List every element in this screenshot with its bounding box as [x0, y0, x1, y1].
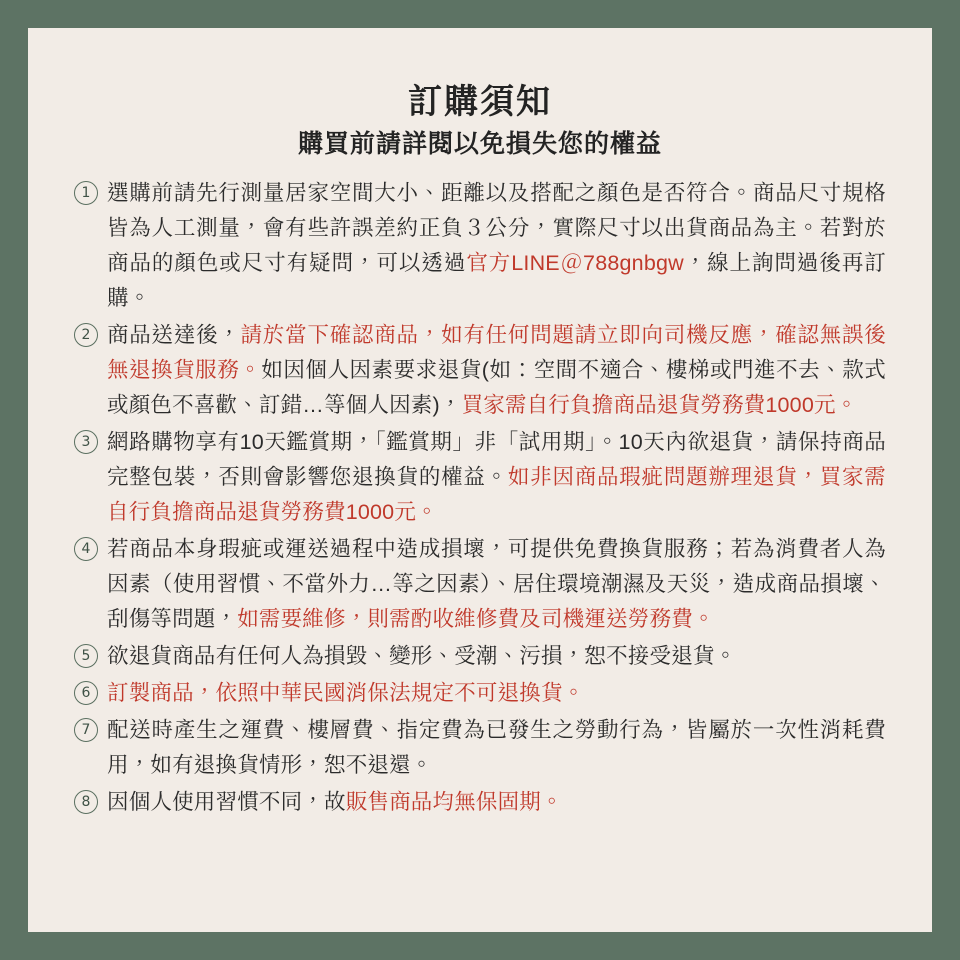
list-item-number: 4	[74, 537, 98, 561]
page-subtitle: 購買前請詳閱以免損失您的權益	[297, 129, 662, 158]
list-item-number: 6	[74, 681, 98, 705]
list-item-number: 2	[74, 323, 98, 347]
list-item-text	[107, 318, 886, 423]
list-item-text	[107, 639, 886, 674]
list-item	[74, 639, 886, 674]
list-item-text	[107, 676, 886, 711]
body-text: 商品送達後，	[107, 323, 241, 348]
body-text: 若商品本身瑕疵或運送過程中造成損壞，可提供免費換貨服務；若為消費者人為因素（使用習慣、不當外力…等之因素）、居住環境潮濕及天災，造成商品損壞、刮傷等問題，	[107, 537, 886, 632]
list-item-number: 8	[74, 790, 98, 814]
list-item-number: 5	[74, 644, 98, 668]
list-item-number: 3	[74, 430, 98, 454]
list-item-text	[107, 176, 886, 316]
highlight-text: 官方LINE＠788gnbgw	[466, 251, 684, 276]
list-item	[74, 425, 886, 530]
highlight-text: 販售商品均無保固期。	[345, 790, 563, 815]
body-text: ，線上詢問過後再訂購。	[107, 251, 887, 311]
list-item	[74, 713, 886, 783]
list-item	[74, 318, 886, 423]
list-item-text	[107, 713, 886, 783]
highlight-text: 如非因商品瑕疵問題辦理退貨，買家需自行負擔商品退貨勞務費1000元。	[107, 465, 886, 525]
list-item-number: 1	[74, 181, 98, 205]
list-item-text	[107, 785, 886, 820]
list-item	[74, 532, 886, 637]
body-text: 配送時產生之運費、樓層費、指定費為已發生之勞動行為，皆屬於一次性消耗費用，如有退換貨情形，恕不退還。	[107, 718, 886, 778]
highlight-text: 買家需自行負擔商品退貨勞務費1000元。	[461, 393, 858, 418]
list-item-text	[107, 425, 886, 530]
list-item	[74, 785, 886, 820]
body-text: 因個人使用習慣不同，故	[107, 790, 346, 815]
list-item-number: 7	[74, 718, 98, 742]
list-item-text	[107, 532, 886, 637]
list-item	[74, 676, 886, 711]
list-item	[74, 176, 886, 316]
highlight-text: 訂製商品，依照中華民國消保法規定不可退換貨。	[107, 681, 585, 706]
notice-list	[74, 176, 886, 820]
notice-card	[28, 28, 932, 932]
body-text: 如因個人因素要求退貨(如：空間不適合、樓梯或門進不去、款式或顏色不喜歡、訂錯…等個人因素)，	[107, 358, 886, 418]
body-text: 網路購物享有10天鑑賞期，「鑑賞期」非「試用期」。10天內欲退貨，請保持商品完整包裝，否則會影響您退換貨的權益。	[107, 430, 886, 490]
page-title: 訂購須知	[408, 83, 552, 121]
body-text: 選購前請先行測量居家空間大小、距離以及搭配之顏色是否符合。商品尺寸規格皆為人工測量，會有些許誤差約正負３公分，實際尺寸以出貨商品為主。若對於商品的顏色或尺寸有疑問，可以透過	[107, 181, 886, 276]
highlight-text: 如需要維修，則需酌收維修費及司機運送勞務費。	[237, 607, 715, 632]
body-text: 欲退貨商品有任何人為損毀、變形、受潮、污損，恕不接受退貨。	[107, 644, 737, 669]
highlight-text: 請於當下確認商品，如有任何問題請立即向司機反應，確認無誤後無退換貨服務。	[107, 323, 886, 383]
